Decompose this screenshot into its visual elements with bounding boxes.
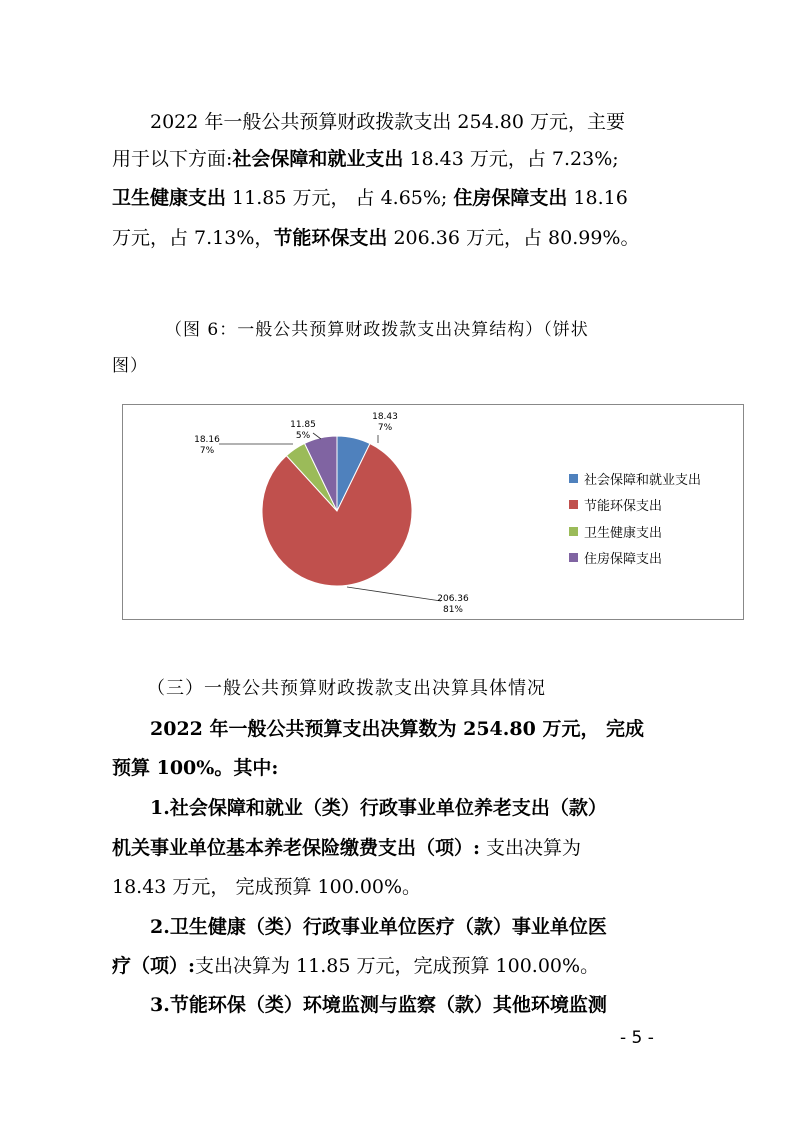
item-3-text-1: 3.节能环保（类）环境监测与监察（款）其他环境监测 — [150, 994, 607, 1016]
item-1-text-2n: 支出决算为 — [480, 837, 582, 859]
intro-text-2c: 18.43 万元，占 7.23%; — [403, 148, 619, 170]
pie-chart-frame — [122, 404, 744, 620]
item-2-line-2 — [112, 948, 674, 986]
item-1-text-3: 18.43 万元， 完成预算 100.00%。 — [112, 876, 422, 898]
leader-line-health — [313, 433, 321, 439]
intro-text-3b: 11.85 万元， 占 4.65%; — [226, 187, 454, 209]
percent-label-energy-environment: 81% — [442, 605, 464, 615]
page-number-text: - 5 - — [620, 1028, 654, 1048]
value-label-health: 11.85 — [290, 420, 316, 430]
section-3-p1-text-1: 2022 年一般公共预算支出决算数为 254.80 万元， 完成 — [150, 718, 645, 740]
item-1-line-1 — [112, 790, 674, 828]
legend-label-social-security: 社会保障和就业支出 — [584, 472, 702, 488]
section-3-title-text: （三）一般公共预算财政拨款支出决算具体情况 — [147, 678, 546, 699]
item-1-line-2 — [112, 830, 674, 868]
legend-item-health — [569, 518, 701, 545]
value-label-housing: 18.16 — [194, 435, 220, 445]
intro-housing: 住房保障支出 — [453, 187, 568, 209]
intro-text-1: 2022 年一般公共预算财政拨款支出 254.80 万元，主要 — [150, 111, 625, 133]
percent-label-health: 5% — [295, 431, 311, 441]
intro-text-2a: 用于以下方面: — [112, 148, 233, 170]
value-label-energy-environment: 206.36 — [437, 594, 469, 604]
intro-line-2 — [112, 141, 674, 179]
chart-legend — [569, 465, 701, 571]
legend-swatch-energy-environment — [569, 500, 578, 509]
percent-label-housing: 7% — [199, 446, 215, 456]
intro-text-4c: 206.36 万元，占 80.99%。 — [387, 227, 640, 249]
leader-line-energy-environment — [347, 587, 441, 601]
figure-caption-line-2 — [112, 350, 674, 383]
intro-line-3 — [112, 180, 674, 218]
item-1-text-2b: 机关事业单位基本养老保险缴费支出（项）: — [112, 837, 481, 859]
item-2-text-2b: 疗（项）: — [112, 955, 196, 977]
section-3-para-1-line-2 — [112, 750, 674, 788]
section-3-para-1-line-1 — [112, 711, 674, 749]
caption-text-2: 图） — [112, 356, 148, 376]
item-2-text-2n: 支出决算为 11.85 万元，完成预算 100.00%。 — [195, 955, 600, 977]
legend-label-energy-environment: 节能环保支出 — [584, 499, 663, 515]
intro-text-4a: 万元，占 7.13%， — [112, 227, 274, 249]
legend-item-social-security — [569, 465, 701, 492]
item-2-line-1 — [112, 909, 674, 947]
legend-item-housing — [569, 545, 701, 572]
intro-health: 卫生健康支出 — [112, 187, 227, 209]
item-1-line-3 — [112, 869, 674, 907]
figure-caption-line-1 — [165, 314, 685, 347]
section-3-title — [147, 672, 546, 706]
legend-swatch-health — [569, 527, 578, 536]
legend-swatch-social-security — [569, 474, 578, 483]
value-label-social-security: 18.43 — [372, 412, 398, 422]
section-3-p1-text-2: 预算 100%。其中: — [112, 757, 279, 779]
intro-energy: 节能环保支出 — [273, 227, 388, 249]
legend-label-housing: 住房保障支出 — [584, 552, 663, 568]
percent-label-social-security: 7% — [377, 423, 393, 433]
intro-text-3d: 18.16 — [567, 187, 628, 209]
intro-line-4 — [112, 220, 674, 258]
legend-label-health: 卫生健康支出 — [584, 525, 663, 541]
caption-text-1: （图 6：一般公共预算财政拨款支出决算结构）（饼状 — [165, 320, 589, 340]
legend-item-energy-environment — [569, 492, 701, 519]
item-3-line-1 — [112, 987, 674, 1025]
page-number — [620, 1028, 654, 1048]
intro-social-security: 社会保障和就业支出 — [232, 148, 404, 170]
item-1-text-1: 1.社会保障和就业（类）行政事业单位养老支出（款） — [150, 797, 607, 819]
intro-line-1 — [112, 104, 674, 142]
item-2-text-1: 2.卫生健康（类）行政事业单位医疗（款）事业单位医 — [150, 916, 607, 938]
legend-swatch-housing — [569, 553, 578, 562]
